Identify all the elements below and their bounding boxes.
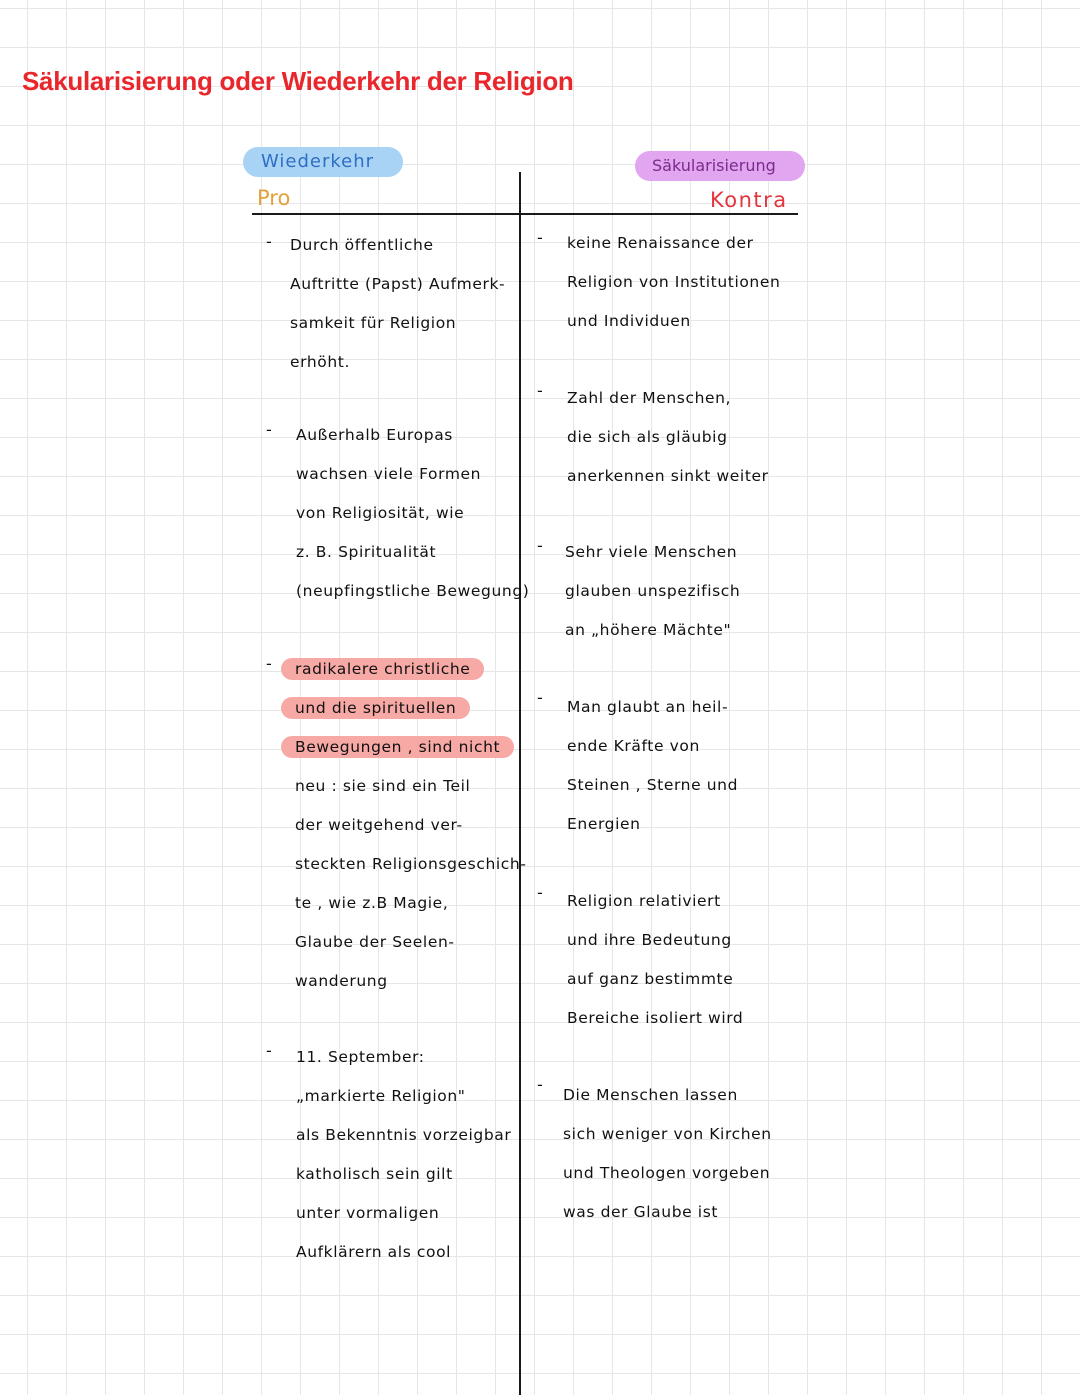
pro-bullet-4: - — [266, 1041, 272, 1060]
kontra-bullet-3: - — [537, 536, 543, 555]
pro-item-line: Glaube der Seelen- — [295, 933, 455, 951]
pro-item-line: 11. September: — [296, 1048, 425, 1066]
highlighted-text: radikalere christliche — [281, 658, 484, 680]
kontra-heading: Kontra — [710, 188, 788, 212]
pro-item-line: samkeit für Religion — [290, 314, 457, 332]
kontra-bullet-5: - — [537, 883, 543, 902]
kontra-item-line: Zahl der Menschen, — [567, 389, 732, 407]
pro-item-line: neu : sie sind ein Teil — [295, 777, 471, 795]
kontra-item-2 — [567, 379, 769, 496]
kontra-item-line: anerkennen sinkt weiter — [567, 467, 769, 485]
pro-item-2 — [296, 416, 529, 611]
kontra-item-line: und ihre Bedeutung — [567, 931, 732, 949]
pro-item-line: von Religiosität, wie — [296, 504, 465, 522]
pro-item-line: als Bekenntnis vorzeigbar — [296, 1126, 512, 1144]
pro-bullet-2: - — [266, 420, 272, 439]
pro-underline — [252, 213, 519, 215]
kontra-item-line: sich weniger von Kirchen — [563, 1125, 772, 1143]
pro-item-line: der weitgehend ver- — [295, 816, 463, 834]
kontra-underline — [521, 213, 798, 215]
kontra-item-line: auf ganz bestimmte — [567, 970, 734, 988]
kontra-item-line: Die Menschen lassen — [563, 1086, 738, 1104]
kontra-item-line: an „höhere Mächte" — [565, 621, 732, 639]
pro-item-line: Durch öffentliche — [290, 236, 434, 254]
pro-item-line: steckten Religionsgeschich- — [295, 855, 527, 873]
page-title: Säkularisierung oder Wiederkehr der Religion — [22, 66, 574, 96]
pro-item-line: Auftritte (Papst) Aufmerk- — [290, 275, 506, 293]
kontra-item-6 — [563, 1076, 772, 1232]
highlighted-text: und die spirituellen — [281, 697, 470, 719]
kontra-item-4 — [567, 688, 738, 844]
kontra-bullet-6: - — [537, 1075, 543, 1094]
kontra-item-line: ende Kräfte von — [567, 737, 700, 755]
kontra-bullet-2: - — [537, 381, 543, 400]
wiederkehr-tag: Wiederkehr — [243, 147, 403, 177]
kontra-item-line: Sehr viele Menschen — [565, 543, 738, 561]
kontra-bullet-4: - — [537, 688, 543, 707]
kontra-item-line: Man glaubt an heil- — [567, 698, 729, 716]
kontra-item-line: glauben unspezifisch — [565, 582, 741, 600]
kontra-item-line: Religion relativiert — [567, 892, 721, 910]
kontra-bullet-1: - — [537, 228, 543, 247]
kontra-item-line: was der Glaube ist — [563, 1203, 719, 1221]
pro-item-4 — [296, 1038, 511, 1272]
kontra-item-line: die sich als gläubig — [567, 428, 728, 446]
highlighted-text: Bewegungen , sind nicht — [281, 736, 514, 758]
saekularisierung-tag: Säkularisierung — [635, 151, 805, 181]
kontra-item-line: Religion von Institutionen — [567, 273, 781, 291]
pro-bullet-3: - — [266, 654, 272, 673]
kontra-item-1 — [567, 224, 780, 341]
pro-item-line: Aufklärern als cool — [296, 1243, 452, 1261]
pro-bullet-1: - — [266, 232, 272, 251]
pro-heading: Pro — [257, 186, 291, 210]
kontra-item-line: keine Renaissance der — [567, 234, 754, 252]
pro-item-1 — [290, 226, 505, 382]
kontra-item-line: Bereiche isoliert wird — [567, 1009, 744, 1027]
kontra-item-3 — [565, 533, 740, 650]
kontra-item-5 — [567, 882, 743, 1038]
pro-item-line: wachsen viele Formen — [296, 465, 482, 483]
pro-item-line: te , wie z.B Magie, — [295, 894, 449, 912]
pro-item-line: katholisch sein gilt — [296, 1165, 453, 1183]
pro-item-line: (neupfingstliche Bewegung) — [296, 582, 530, 600]
kontra-item-line: und Individuen — [567, 312, 691, 330]
pro-item-3 — [295, 650, 527, 1001]
kontra-item-line: und Theologen vorgeben — [563, 1164, 771, 1182]
pro-item-line: unter vormaligen — [296, 1204, 440, 1222]
pro-item-line: wanderung — [295, 972, 388, 990]
kontra-item-line: Steinen , Sterne und — [567, 776, 739, 794]
pro-item-line: „markierte Religion" — [296, 1087, 466, 1105]
pro-item-line: Außerhalb Europas — [296, 426, 453, 444]
pro-item-line: z. B. Spiritualität — [296, 543, 437, 561]
kontra-item-line: Energien — [567, 815, 641, 833]
pro-item-line: erhöht. — [290, 353, 350, 371]
